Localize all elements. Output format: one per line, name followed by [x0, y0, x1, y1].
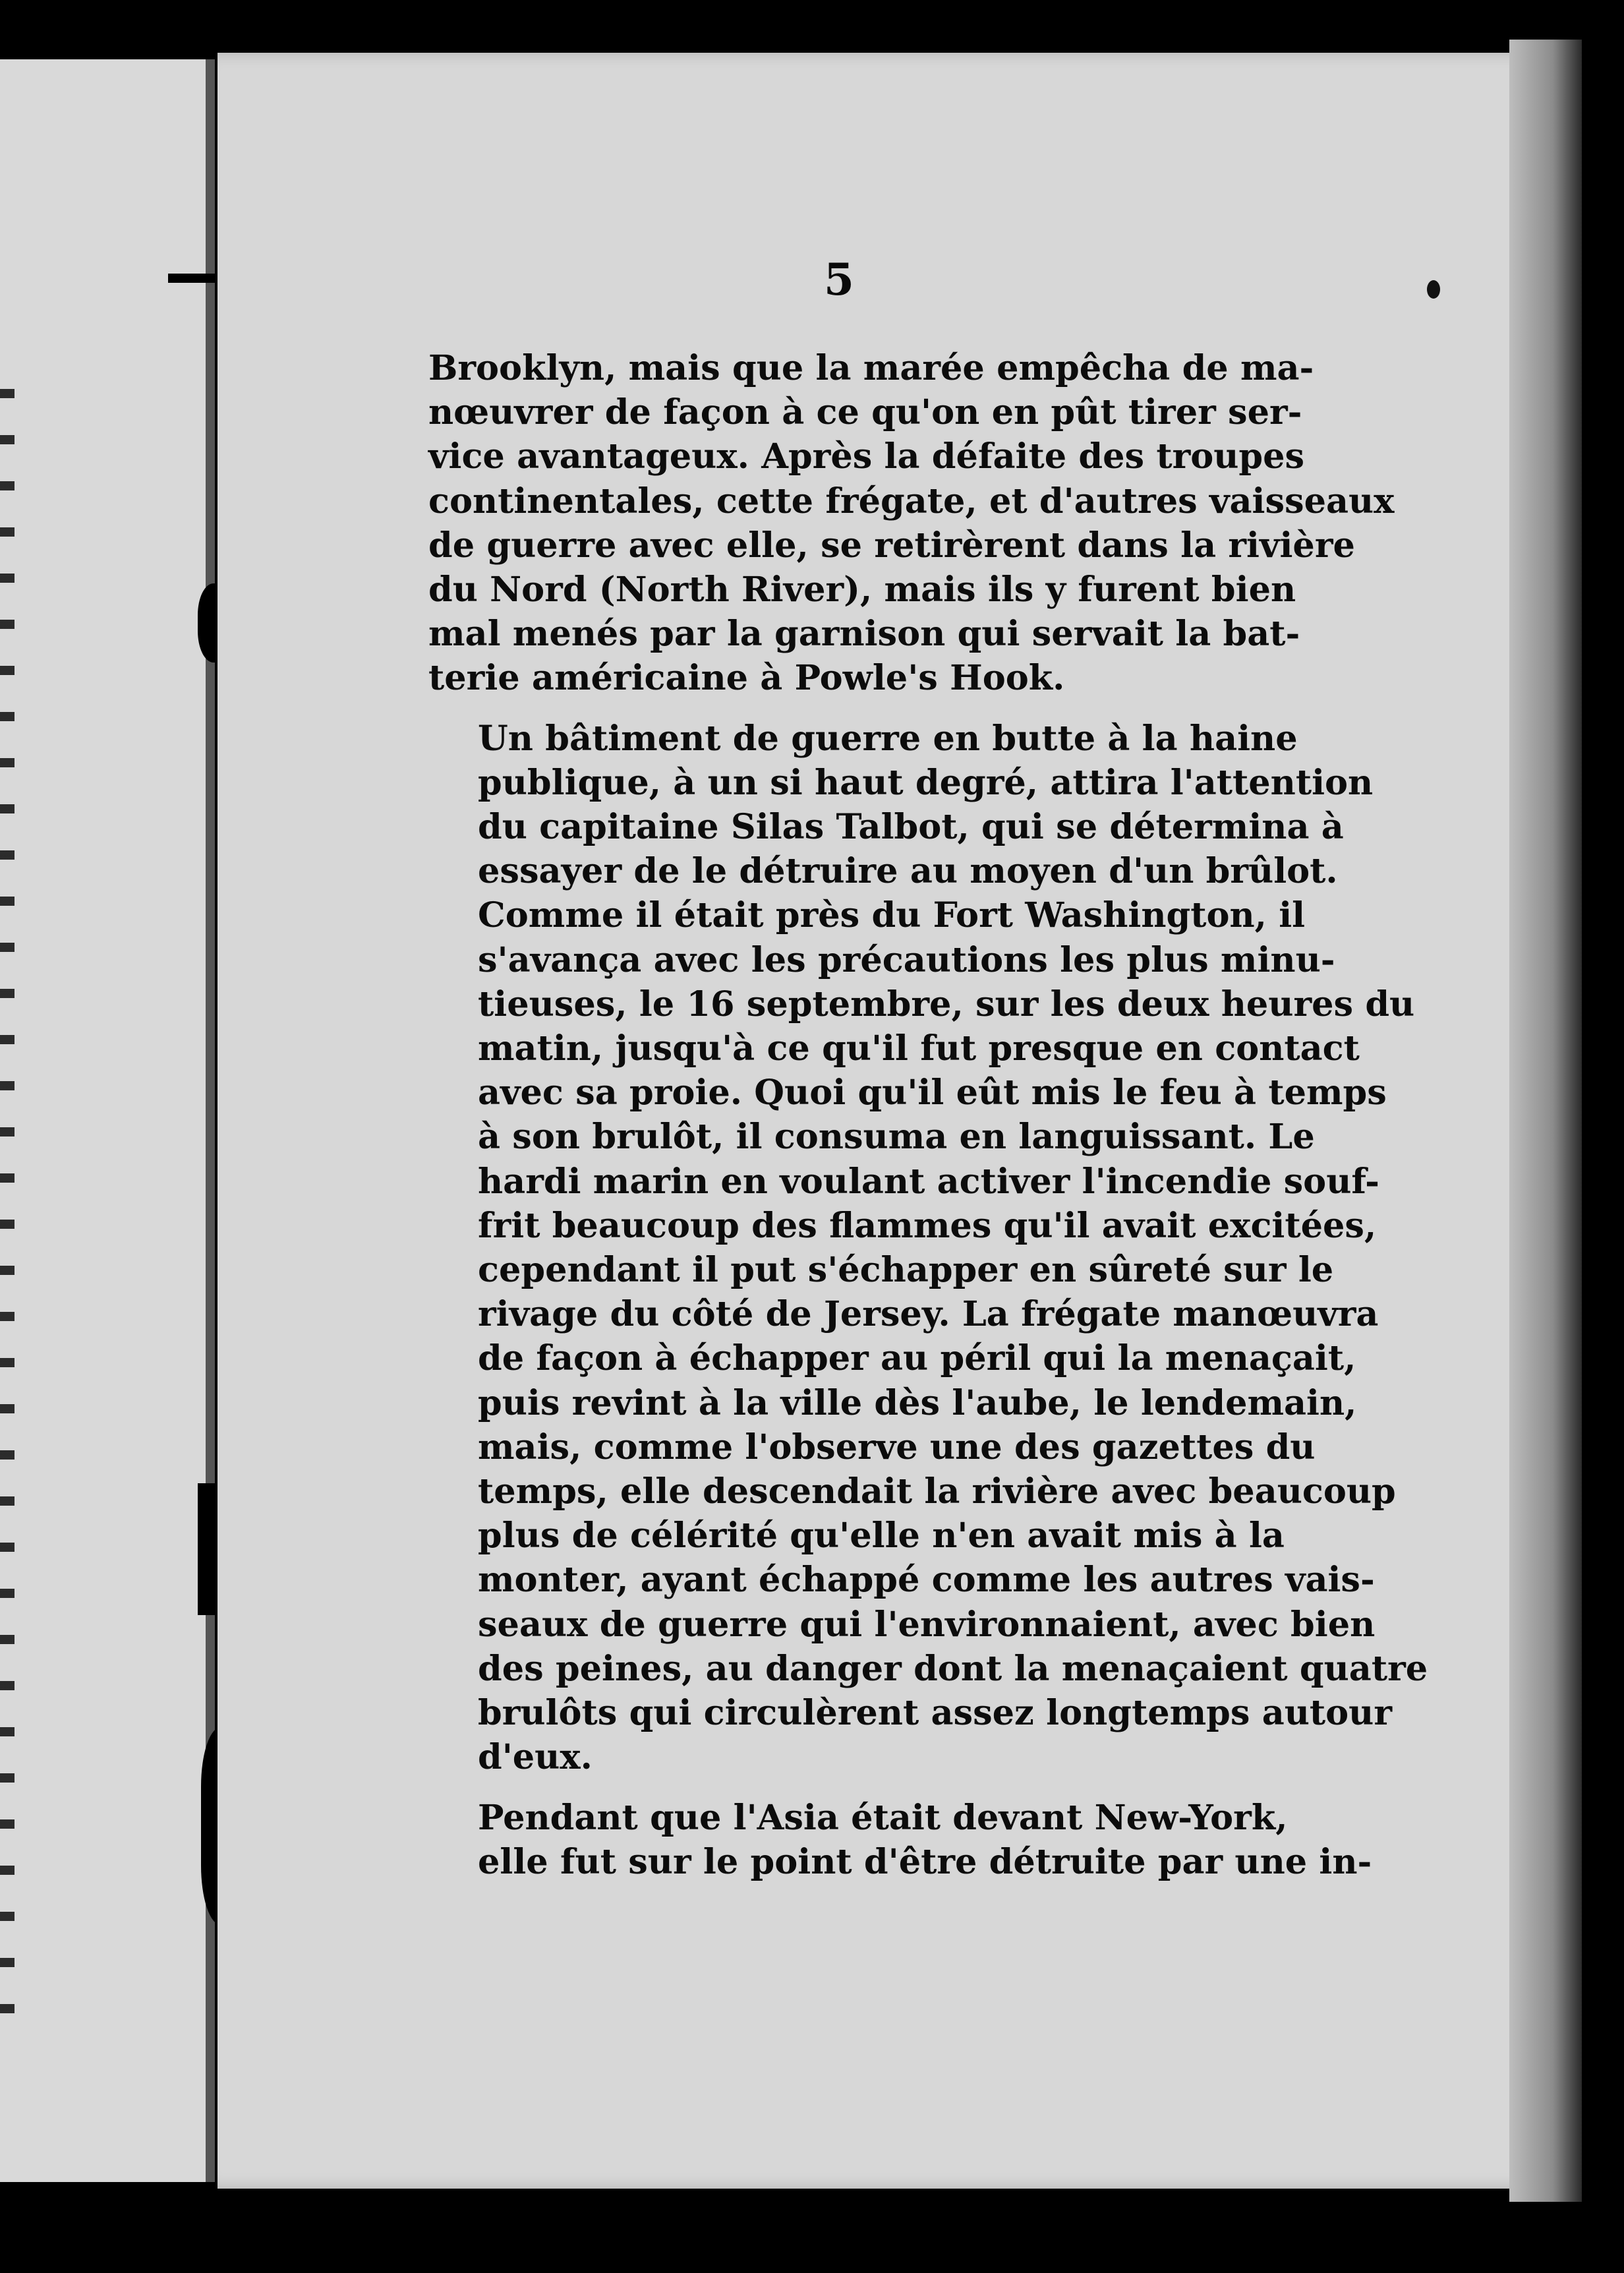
text-line: terie américaine à Powle's Hook. — [428, 658, 1065, 699]
text-line: frit beaucoup des flammes qu'il avait excitées, — [478, 1205, 1377, 1246]
text-line: brulôts qui circulèrent assez longtemps autour — [478, 1693, 1392, 1734]
ink-speck — [1427, 280, 1440, 299]
body-text — [428, 346, 1428, 1884]
text-line: avec sa proie. Quoi qu'il eût mis le feu à temps — [478, 1073, 1387, 1113]
text-line: continentales, cette frégate, et d'autres vaisseaux — [428, 481, 1395, 521]
text-line: du Nord (North River), mais ils y furent bien — [428, 570, 1296, 610]
text-line: de façon à échapper au péril qui la menaçait, — [478, 1338, 1356, 1379]
text-line: essayer de le détruire au moyen d'un brûlot. — [478, 851, 1338, 892]
text-line: seaux de guerre qui l'environnaient, avec bien — [478, 1604, 1376, 1645]
text-line: temps, elle descendait la rivière avec beaucoup — [478, 1471, 1396, 1512]
text-line: tieuses, le 16 septembre, sur les deux heures du — [478, 984, 1415, 1024]
paragraph — [428, 717, 1428, 1780]
text-line: Comme il était près du Fort Washington, il — [478, 895, 1306, 936]
text-line: du capitaine Silas Talbot, qui se détermina à — [478, 807, 1344, 848]
text-line: d'eux. — [478, 1737, 593, 1778]
text-line: cependant il put s'échapper en sûreté sur le — [478, 1250, 1334, 1291]
facing-page-text-fragments — [0, 389, 14, 2037]
text-line: matin, jusqu'à ce qu'il fut presque en contact — [478, 1028, 1360, 1069]
text-line: Pendant que l'Asia était devant New-York, — [478, 1797, 1288, 1838]
text-line: vice avantageux. Après la défaite des troupes — [428, 436, 1305, 477]
text-line: à son brulôt, il consuma en languissant. Le — [478, 1117, 1315, 1158]
text-line: publique, à un si haut degré, attira l'attention — [478, 762, 1374, 803]
page-number: 5 — [824, 254, 854, 305]
text-line: plus de célérité qu'elle n'en avait mis à la — [478, 1516, 1285, 1556]
paragraph — [428, 346, 1395, 701]
text-line: monter, ayant échappé comme les autres vais- — [478, 1560, 1375, 1601]
text-line: mal menés par la garnison qui servait la bat- — [428, 614, 1300, 655]
page-fold-shadow — [1509, 40, 1582, 2202]
text-line: s'avança avec les précautions les plus minu- — [478, 939, 1335, 980]
text-line: Un bâtiment de guerre en butte à la haine — [478, 718, 1298, 759]
text-line: rivage du côté de Jersey. La frégate manœuvra — [478, 1294, 1379, 1335]
paragraph — [428, 1796, 1372, 1884]
facing-page-edge — [0, 59, 213, 2182]
text-line: elle fut sur le point d'être détruite par une in- — [478, 1841, 1372, 1882]
text-line: puis revint à la ville dès l'aube, le lendemain, — [478, 1382, 1357, 1423]
text-line: Brooklyn, mais que la marée empêcha de ma- — [428, 348, 1314, 388]
text-line: des peines, au danger dont la menaçaient quatre — [478, 1648, 1428, 1689]
text-line: de guerre avec elle, se retirèrent dans la rivière — [428, 525, 1355, 566]
text-line: mais, comme l'observe une des gazettes du — [478, 1427, 1316, 1467]
text-line: hardi marin en voulant activer l'incendie souf- — [478, 1161, 1379, 1202]
text-line: nœuvrer de façon à ce qu'on en pût tirer ser- — [428, 392, 1302, 433]
